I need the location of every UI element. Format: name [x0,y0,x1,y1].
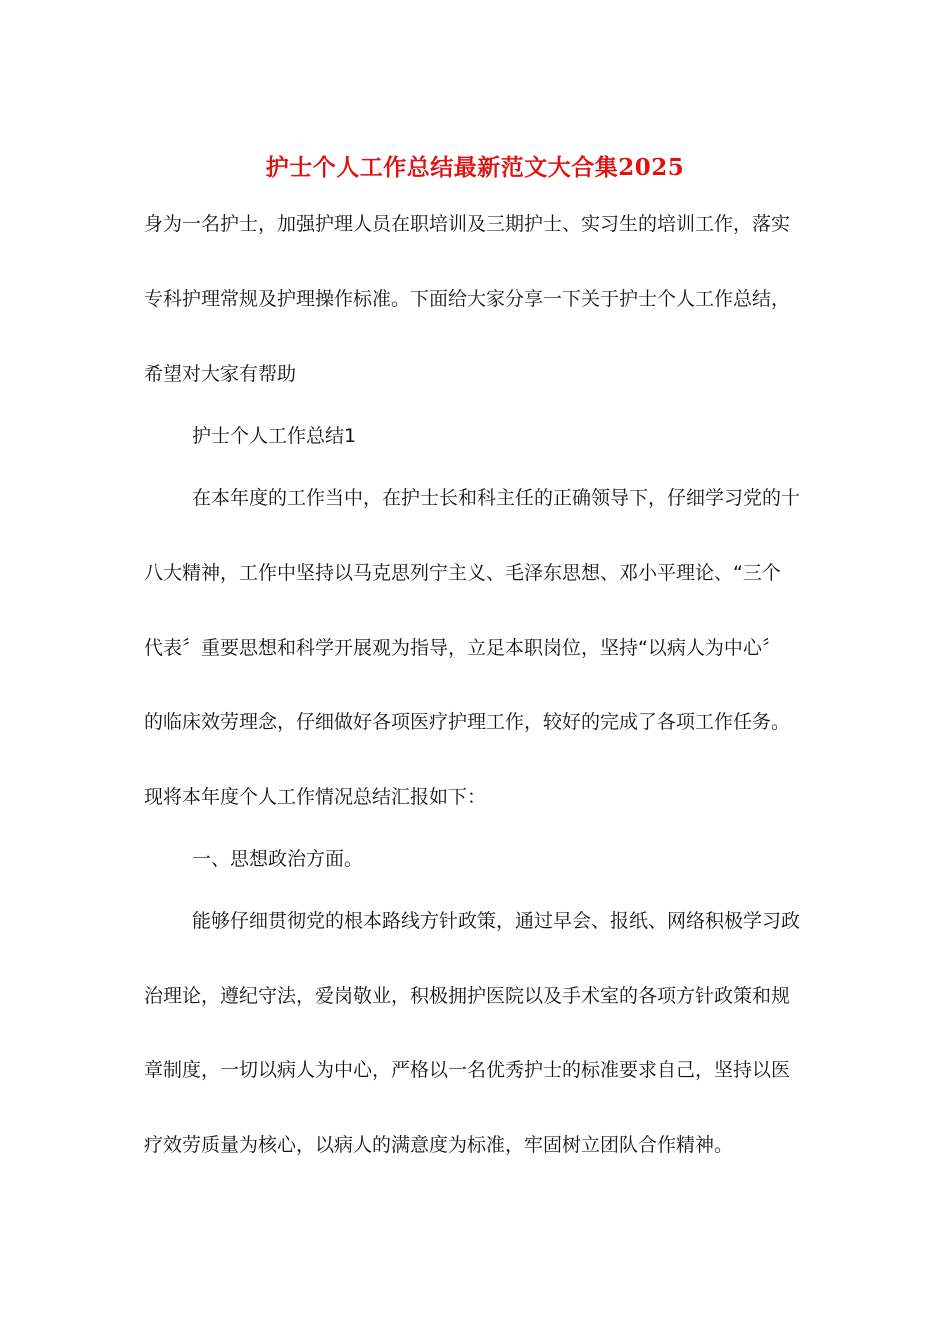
paragraph2-line-2: 治理论，遵纪守法，爱岗敬业，积极拥护医院以及手术室的各项方针政策和规 [144,985,791,1007]
document-title: 护士个人工作总结最新范文大合集2025 [265,154,685,181]
paragraph1-line-2: 八大精神，工作中坚持以马克思列宁主义、毛泽东思想、邓小平理论、“三个 [144,562,781,584]
intro-line-3: 希望对大家有帮助 [144,363,297,385]
subheading-political: 一、思想政治方面。 [192,848,364,870]
paragraph2-line-3: 章制度，一切以病人为中心，严格以一名优秀护士的标准要求自己，坚持以医 [144,1059,791,1081]
intro-line-1: 身为一名护士，加强护理人员在职培训及三期护士、实习生的培训工作，落实 [144,213,791,235]
paragraph1-line-1: 在本年度的工作当中，在护士长和科主任的正确领导下，仔细学习党的十 [192,487,801,509]
intro-line-2: 专科护理常规及护理操作标准。下面给大家分享一下关于护士个人工作总结， [144,288,791,310]
paragraph1-line-3: 代表〞重要思想和科学开展观为指导，立足本职岗位，坚持“以病人为中心〞 [144,637,781,659]
section-heading: 护士个人工作总结1 [192,425,357,447]
paragraph1-line-4: 的临床效劳理念，仔细做好各项医疗护理工作，较好的完成了各项工作任务。 [144,711,791,733]
paragraph2-line-1: 能够仔细贯彻党的根本路线方针政策，通过早会、报纸、网络积极学习政 [192,910,801,932]
paragraph1-line-5: 现将本年度个人工作情况总结汇报如下： [144,786,487,808]
paragraph2-line-4: 疗效劳质量为核心，以病人的满意度为标准，牢固树立团队合作精神。 [144,1134,734,1156]
